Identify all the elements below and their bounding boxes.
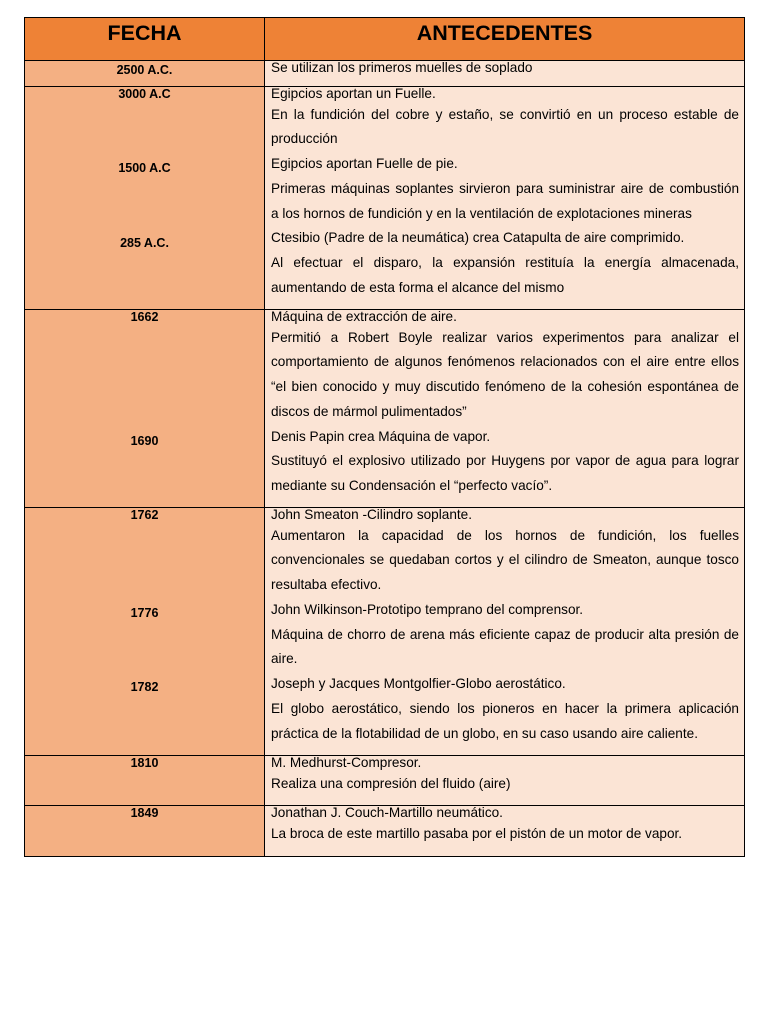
date-label: 1810: [130, 756, 159, 770]
text-line: Primeras máquinas soplantes sirvieron para suministrar aire de combustión: [271, 180, 739, 196]
text-line: producción: [271, 131, 338, 147]
text-line: discos de mármol pulimentados”: [271, 403, 467, 419]
text-line: Al efectuar el disparo, la expansión restituía la energía almacenada,: [271, 255, 739, 271]
text-cell: [265, 87, 745, 309]
text-line: convencionales se quedaban cortos y el cilindro de Smeaton, aunque tosco: [271, 552, 739, 568]
date-label: 3000 A.C: [118, 87, 171, 101]
text-line: Permitió a Robert Boyle realizar varios experimentos para analizar el: [271, 329, 739, 345]
text-line: Sustituyó el explosivo utilizado por Huygens por vapor de agua para lograr: [271, 453, 739, 469]
header-fecha: FECHA: [107, 21, 182, 45]
table-row: [25, 87, 745, 310]
table-row: [25, 310, 745, 508]
text-line: a los hornos de fundición y en la ventilación de explotaciones mineras: [271, 205, 692, 221]
header-antecedentes: ANTECEDENTES: [416, 21, 593, 45]
header-antecedentes-cell: [265, 18, 745, 60]
text-line: Ctesibio (Padre de la neumática) crea Catapulta de aire comprimido.: [271, 230, 685, 246]
table-row: [25, 508, 745, 756]
header-fecha-cell: [25, 18, 265, 60]
date-cell: [25, 806, 265, 856]
text-line: Se utilizan los primeros muelles de soplado: [271, 61, 533, 75]
table-row: [25, 806, 745, 857]
text-cell: [265, 61, 745, 86]
text-line: resultaba efectivo.: [271, 577, 382, 593]
text-line: John Wilkinson-Prototipo temprano del comprensor.: [271, 601, 584, 617]
text-line: La broca de este martillo pasaba por el pistón de un motor de vapor.: [271, 825, 683, 841]
text-line: comportamiento de algunos fenómenos relacionados con el aire entre ellos: [271, 354, 739, 370]
text-line: aumentando de esta forma el alcance del mismo: [271, 280, 565, 296]
date-cell: [25, 508, 265, 755]
text-line: Denis Papin crea Máquina de vapor.: [271, 428, 491, 444]
history-table: [24, 17, 745, 857]
table-row: [25, 756, 745, 806]
text-line: “el bien conocido y muy discutido fenómeno de la cohesión espontánea de: [271, 379, 739, 395]
text-line: Joseph y Jacques Montgolfier-Globo aerostático.: [271, 676, 566, 692]
text-line: John Smeaton -Cilindro soplante.: [271, 508, 472, 522]
text-cell: [265, 756, 745, 805]
date-cell: [25, 61, 265, 86]
text-cell: [265, 310, 745, 507]
table-header: [25, 18, 745, 61]
date-label: 1776: [130, 606, 159, 620]
date-cell: [25, 756, 265, 805]
date-label: 285 A.C.: [120, 236, 169, 250]
date-label: 1782: [130, 680, 159, 694]
text-line: Máquina de chorro de arena más eficiente capaz de producir alta presión de: [271, 626, 739, 642]
date-label: 1849: [130, 806, 159, 820]
text-line: Aumentaron la capacidad de los hornos de fundición, los fuelles: [271, 527, 739, 543]
text-line: Jonathan J. Couch-Martillo neumático.: [271, 806, 503, 820]
date-label: 1500 A.C: [118, 161, 171, 175]
date-cell: [25, 310, 265, 507]
text-line: El globo aerostático, siendo los pioneros en hacer la primera aplicación: [271, 701, 739, 717]
date-label: 1662: [130, 310, 159, 324]
text-line: M. Medhurst-Compresor.: [271, 756, 422, 770]
table-row: [25, 61, 745, 87]
text-line: Realiza una compresión del fluido (aire): [271, 775, 511, 791]
date-label: 1762: [130, 508, 159, 522]
text-line: práctica de la flotabilidad de un globo, en su caso usando aire caliente.: [271, 725, 698, 741]
text-line: En la fundición del cobre y estaño, se convirtió en un proceso estable de: [271, 106, 739, 122]
text-line: Egipcios aportan Fuelle de pie.: [271, 156, 458, 172]
text-cell: [265, 508, 745, 755]
text-line: Egipcios aportan un Fuelle.: [271, 87, 436, 101]
text-line: Máquina de extracción de aire.: [271, 310, 457, 324]
text-cell: [265, 806, 745, 856]
date-label: 2500 A.C.: [116, 63, 173, 77]
date-cell: [25, 87, 265, 309]
text-line: mediante su Condensación el “perfecto vacío”.: [271, 478, 553, 494]
text-line: aire.: [271, 651, 298, 667]
date-label: 1690: [130, 434, 159, 448]
